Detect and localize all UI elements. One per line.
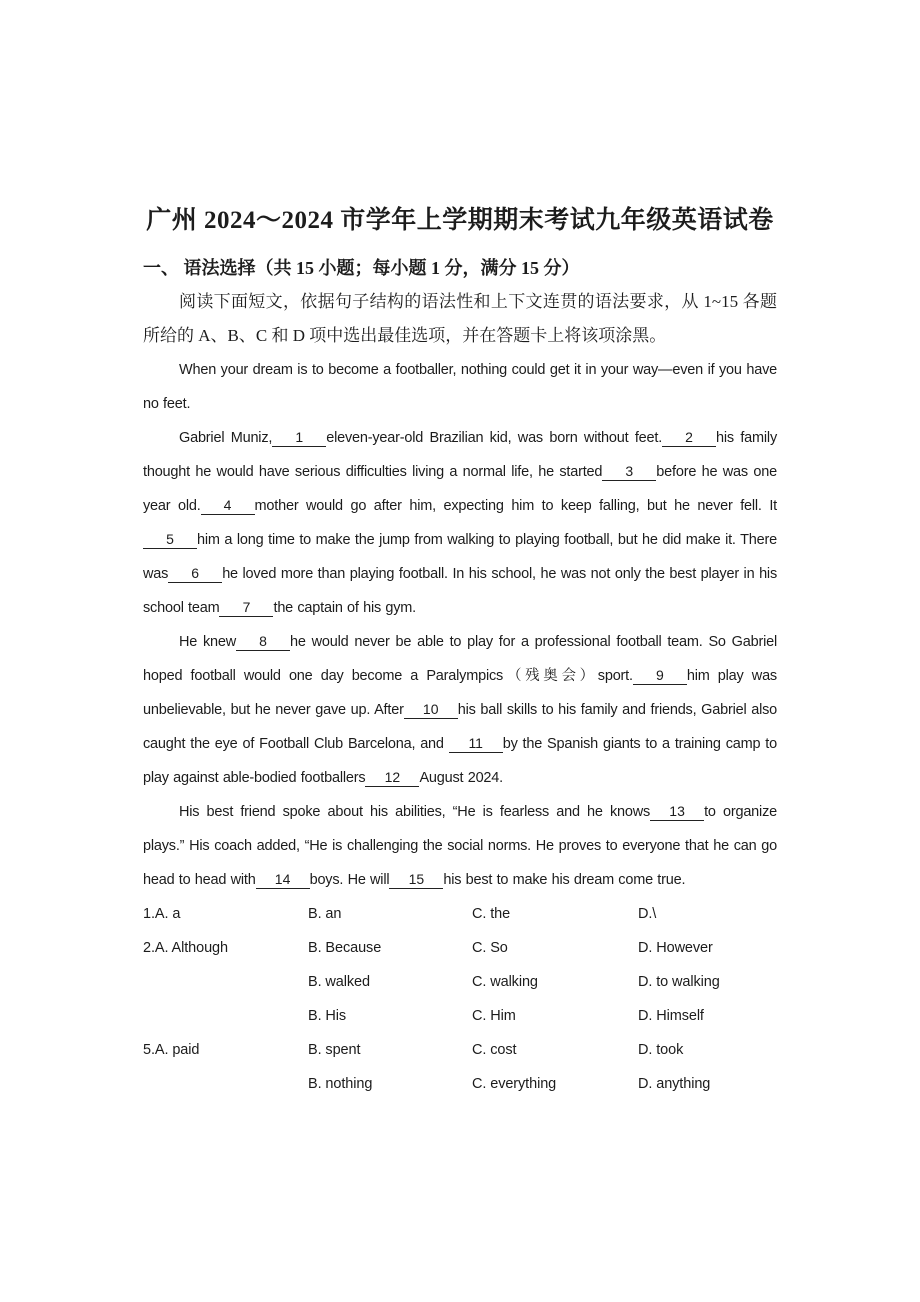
blank-6: 6 [168, 565, 222, 583]
exam-content [143, 205, 777, 1101]
blank-12: 12 [365, 769, 419, 787]
passage-paragraph-4: His best friend spoke about his abilities, “He is fearless and he knows 13 to organize plays.” His coach added, “He is challenging the social norms. He proves to everyone that he can go head to head with 14 boys. He will 15 his best to make his dream come true. [143, 803, 777, 888]
blank-7: 7 [219, 599, 273, 617]
option-3-c: C. walking [472, 974, 538, 990]
option-5-d: D. took [638, 1042, 684, 1058]
option-row-3 [143, 965, 777, 999]
option-row-6 [143, 1067, 777, 1101]
blank-2: 2 [662, 429, 716, 447]
option-row-2 [143, 931, 777, 965]
options-table [143, 897, 777, 1101]
blank-4: 4 [201, 497, 255, 515]
blank-11: 11 [449, 735, 503, 753]
blank-1: 1 [272, 429, 326, 447]
passage-paragraph-3: He knew 8 he would never be able to play for a professional football team. So Gabriel hoped football would one day become a Paralympics（残奥会）sport. 9 him play was unbelievable, but he never gave up. After 10 his ball skills to his family and friends, Gabriel also caught the eye of Football Club Barcelona, and 11 by the Spanish giants to a training camp to play against able-bodied footballers 12 August 2024. [143, 633, 778, 786]
blank-14: 14 [256, 871, 310, 889]
option-3-b: B. walked [308, 974, 370, 990]
option-6-d: D. anything [638, 1076, 711, 1092]
option-3-d: D. to walking [638, 974, 720, 990]
option-1-c: C. the [472, 906, 511, 922]
option-6-b: B. nothing [308, 1076, 373, 1092]
option-row-1 [143, 897, 777, 931]
option-2-d: D. However [638, 940, 713, 956]
option-2-c: C. So [472, 940, 508, 956]
page-title: 广州 2024～2024 市学年上学期期末考试九年级英语试卷 [146, 207, 774, 234]
blank-15: 15 [389, 871, 443, 889]
option-4-c: C. Him [472, 1008, 516, 1024]
blank-8: 8 [236, 633, 290, 651]
option-6-a [143, 1067, 308, 1101]
option-3-a [143, 965, 308, 999]
blank-3: 3 [602, 463, 656, 481]
option-1-b: B. an [308, 906, 342, 922]
blank-5: 5 [143, 531, 197, 549]
blank-9: 9 [633, 667, 687, 685]
option-4-a [143, 999, 308, 1033]
option-6-c: C. everything [472, 1076, 557, 1092]
option-2-a: 2.A. Although [143, 940, 228, 956]
passage-paragraph-2: Gabriel Muniz, 1 eleven-year-old Brazilian kid, was born without feet. 2 his family thought he would have serious difficulties living a normal life, he started 3 before he was one year old. 4 mother would go after him, expecting him to keep falling, but he never fell. It5 him a long time to make the jump from walking to playing football, but he did make it. There was 6 he loved more than playing football. In his school, he was not only the best player in his school team 7 the captain of his gym. [143, 429, 778, 616]
option-5-c: C. cost [472, 1042, 517, 1058]
option-4-d: D. Himself [638, 1008, 704, 1024]
option-4-b: B. His [308, 1008, 347, 1024]
option-row-4 [143, 999, 777, 1033]
option-1-a: 1.A. a [143, 906, 181, 922]
section-instructions: 阅读下面短文，依据句子结构的语法性和上下文连贯的语法要求，从 1~15 各题所给的 A、B、C 和 D 项中选出最佳选项，并在答题卡上将该项涂黑。 [143, 292, 777, 345]
option-1-d: D.\ [638, 906, 657, 922]
passage-paragraph-1: When your dream is to become a footballer, nothing could get it in your way—even if you have no feet. [143, 362, 777, 412]
option-row-5 [143, 1033, 777, 1067]
section-heading: 一、 语法选择（共 15 小题；每小题 1 分，满分 15 分） [143, 258, 580, 278]
blank-13: 13 [650, 803, 704, 821]
option-5-b: B. spent [308, 1042, 361, 1058]
blank-10: 10 [404, 701, 458, 719]
option-5-a: 5.A. paid [143, 1042, 200, 1058]
option-2-b: B. Because [308, 940, 382, 956]
